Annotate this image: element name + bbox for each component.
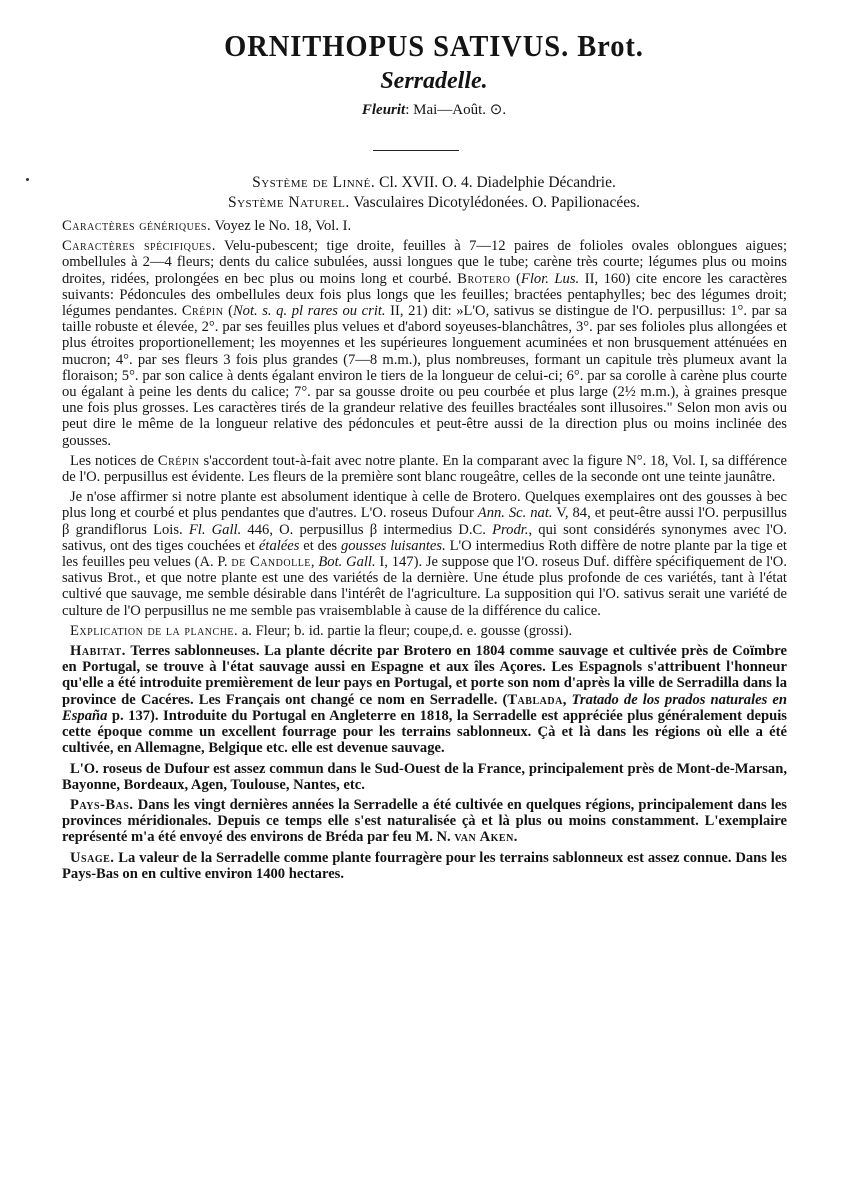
author-name: de Candolle	[231, 554, 311, 571]
author-name: Brotero	[457, 270, 511, 287]
emphasis: étalées	[258, 537, 300, 554]
text-run: Les notices de	[70, 452, 154, 469]
text-run: , qui sont considérés synonymes avec l'O. sativus, ont des tiges couchées et	[62, 521, 787, 554]
citation: Prodr.	[492, 521, 529, 538]
systeme-linne-text: Cl. XVII. O. 4. Diadelphie Décandrie.	[379, 174, 616, 191]
systeme-naturel	[0, 194, 868, 212]
systeme-linne-label: Système de Linné.	[252, 174, 376, 191]
citation: Flor. Lus.	[520, 270, 580, 287]
text-run: (	[228, 303, 233, 320]
usage-label: Usage.	[70, 849, 115, 866]
paragraph-usage	[62, 850, 787, 882]
generiques-text: Voyez le No. 18, Vol. I.	[214, 218, 352, 234]
text-run: I, 147). Je suppose que l'O. roseus Duf. diffère spécifiquement de l'O. sativus Brot., et que notre plante est une des variétés de la dernière. Une étude plus profonde de ces variétés, tant à l'état cultivé que sauvage, me semble désirable dans l'intérêt de l'agriculture. La supposition qui l'O. sativus serait une variété de culture de l'O perpusillus ne me semble pas vraisemblable à cause de la différence du calice.	[62, 554, 787, 619]
systeme-linne	[0, 174, 868, 192]
paragraph-notices	[62, 453, 787, 485]
text-run: Terres sablonneuses. La plante décrite par Brotero en 1804 comme sauvage et cultivée près de Coïmbre en Portugal, se trouve à l'état sauvage aussi en Espagne et aux îles Açores. Les Espagnols s'attribuent l'honneur qu'elle a été introduite premièrement de leur pays en Portugal, et porte son nom d'après la ville de Serradilla dans la province de Cacéres. Les Français ont changé ce nom en Serradelle. (	[62, 643, 787, 708]
text-run: et des	[303, 537, 338, 554]
systeme-naturel-text: Vasculaires Dicotylédonées. O. Papilionacées.	[353, 194, 640, 211]
text-run: (	[516, 270, 521, 287]
divider-rule	[373, 150, 459, 151]
author-name: Tablada	[507, 691, 563, 708]
author-name: van Aken	[454, 829, 514, 846]
text-run: p. 137). Introduite du Portugal en Angleterre en 1818, la Serradelle est appréciée plus généralement depuis cette époque comme un excellent fourrage pour les terrains sablonneux. Çà et là dans les régions où elle a été cultivée, en Allemagne, Belgique etc. elle est devenue sauvage.	[62, 707, 787, 757]
flowering-label: Fleurit	[361, 102, 406, 118]
main-text	[62, 218, 787, 886]
citation: Ann. Sc. nat.	[477, 505, 553, 522]
citation: Bot. Gall.	[318, 554, 376, 571]
author-name: Crépin	[181, 303, 224, 320]
systeme-naturel-label: Système Naturel.	[227, 194, 350, 211]
text-run: V, 84, et peut-être aussi l'O. perpusillus β grandiflorus Lois.	[62, 505, 787, 538]
flowering-value: : Mai—Août. ⊙.	[405, 102, 507, 118]
text-run: L'O intermedius Roth diffère de notre plante par la tige et les feuilles peu velues (A. P.	[62, 537, 787, 571]
usage-text: La valeur de la Serradelle comme plante fourragère pour les terrains sablonneux est assez connue. Dans les Pays-Bas on en cultive environ 1400 hectares.	[62, 849, 787, 882]
explication-label: Explication de la planche.	[70, 622, 239, 639]
paragraph-habitat	[62, 643, 787, 756]
paragraph-generiques	[62, 218, 787, 234]
text-run: ,	[310, 554, 315, 571]
habitat-label: Habitat.	[70, 643, 126, 660]
flowering-line	[0, 100, 868, 119]
text-run: Velu-pubescent; tige droite, feuilles à 7—12 paires de folioles ovales oblongues aigues; ombellules à 2—4 fleurs; dents du calice subulées, aussi longues que le tube; carène très courte; légumes plus ou moins droites, ridées, prolongées en bec plus ou moins long et courbé.	[62, 238, 788, 287]
paragraph-identite	[62, 489, 787, 619]
text-run: Je n'ose affirmer si notre plante est absolument identique à celle de Brotero. Quelques exemplaires ont des gousses à bec plus long et courbé et plus pendantes que d'autres. L'O. roseus Dufour	[62, 489, 787, 522]
citation: Not. s. q. pl rares ou crit.	[232, 303, 386, 320]
species-title: ORNITHOPUS SATIVUS. Brot.	[224, 28, 644, 63]
generiques-label: Caractères génériques.	[62, 218, 212, 234]
citation: Fl. Gall.	[188, 521, 242, 538]
common-name: Serradelle.	[380, 68, 488, 94]
text-run: Dans les vingt dernières années la Serradelle a été cultivée en quelques régions, principalement dans les provinces méridionales. Depuis ce temps elle s'est naturalisée çà et là plus ou moins constamment. L'exemplaire représenté m'a été envoyé des environs de Bréda par feu M. N.	[62, 796, 787, 846]
text-run: 446, O. perpusillus β intermedius D.C.	[247, 521, 486, 538]
text-run: ,	[562, 691, 567, 708]
citation: Tratado de los prados naturales en España	[62, 691, 787, 724]
paragraph-roseus	[62, 761, 787, 793]
text-run: II, 21) dit: »L'O, sativus se distingue de l'O. perpusillus: 1°. par sa taille robuste et élevée, 2°. par ses feuilles plus velues et d'abord soyeuses-blanchâtres, 3°. par ses folioles plus allongées et plus étroites proportionellement; les moyennes et les supérieures longuement acuminées et non brusquement atténuées en mucron; 4°. par ses fleurs 3 fois plus grandes (7—8 m.m.), plus nombreuses, formant un capitule très plumeux avant la floraison; 5°. par son calice à dents égalant environ le tiers de la longueur de celui-ci; 6°. par sa corolle à carène plus courte ou égalant à peine les dents du calice; 7°. par sa gousse droite ou peu courbée et plus large (2½ m.m.), à graines presque une fois plus grosses. Les caractères tirés de la grandeur relative des feuilles bractéales sont illusoires." Selon mon avis ou peut dire le même de la longueur relative des pédoncules et peut-être aussi de la direction plus ou moins inclinée des gousses.	[62, 303, 788, 449]
specifiques-label: Caractères spécifiques.	[62, 238, 216, 255]
paragraph-paysbas	[62, 797, 787, 846]
paysbas-label: Pays-Bas.	[70, 796, 134, 813]
paragraph-specifiques	[62, 238, 787, 449]
text-run: .	[513, 829, 518, 846]
explication-text: a. Fleur; b. id. partie la fleur; coupe,d. e. gousse (grossi).	[241, 622, 573, 639]
text-run: s'accordent tout-à-fait avec notre plante. En la comparant avec la figure N°. 18, Vol. I, sa différence de l'O. perpusillus est évidente. Les fleurs de la première sont blanc rougeâtre, celles de la seconde ont une teinte jaunâtre.	[62, 452, 787, 486]
author-name: Crépin	[157, 452, 200, 469]
emphasis: gousses luisantes.	[340, 537, 446, 554]
paragraph-explication	[62, 623, 787, 639]
roseus-text: L'O. roseus de Dufour est assez commun dans le Sud-Ouest de la France, principalement près de Mont-de-Marsan, Bayonne, Bordeaux, Agen, Toulouse, Nantes, etc.	[62, 760, 787, 793]
text-run: II, 160) cite encore les caractères suivants: Pédoncules des ombellules deux fois plus longs que les feuilles; bractées pentaphylles; bec des légumes droit; légumes pendantes.	[62, 270, 788, 320]
